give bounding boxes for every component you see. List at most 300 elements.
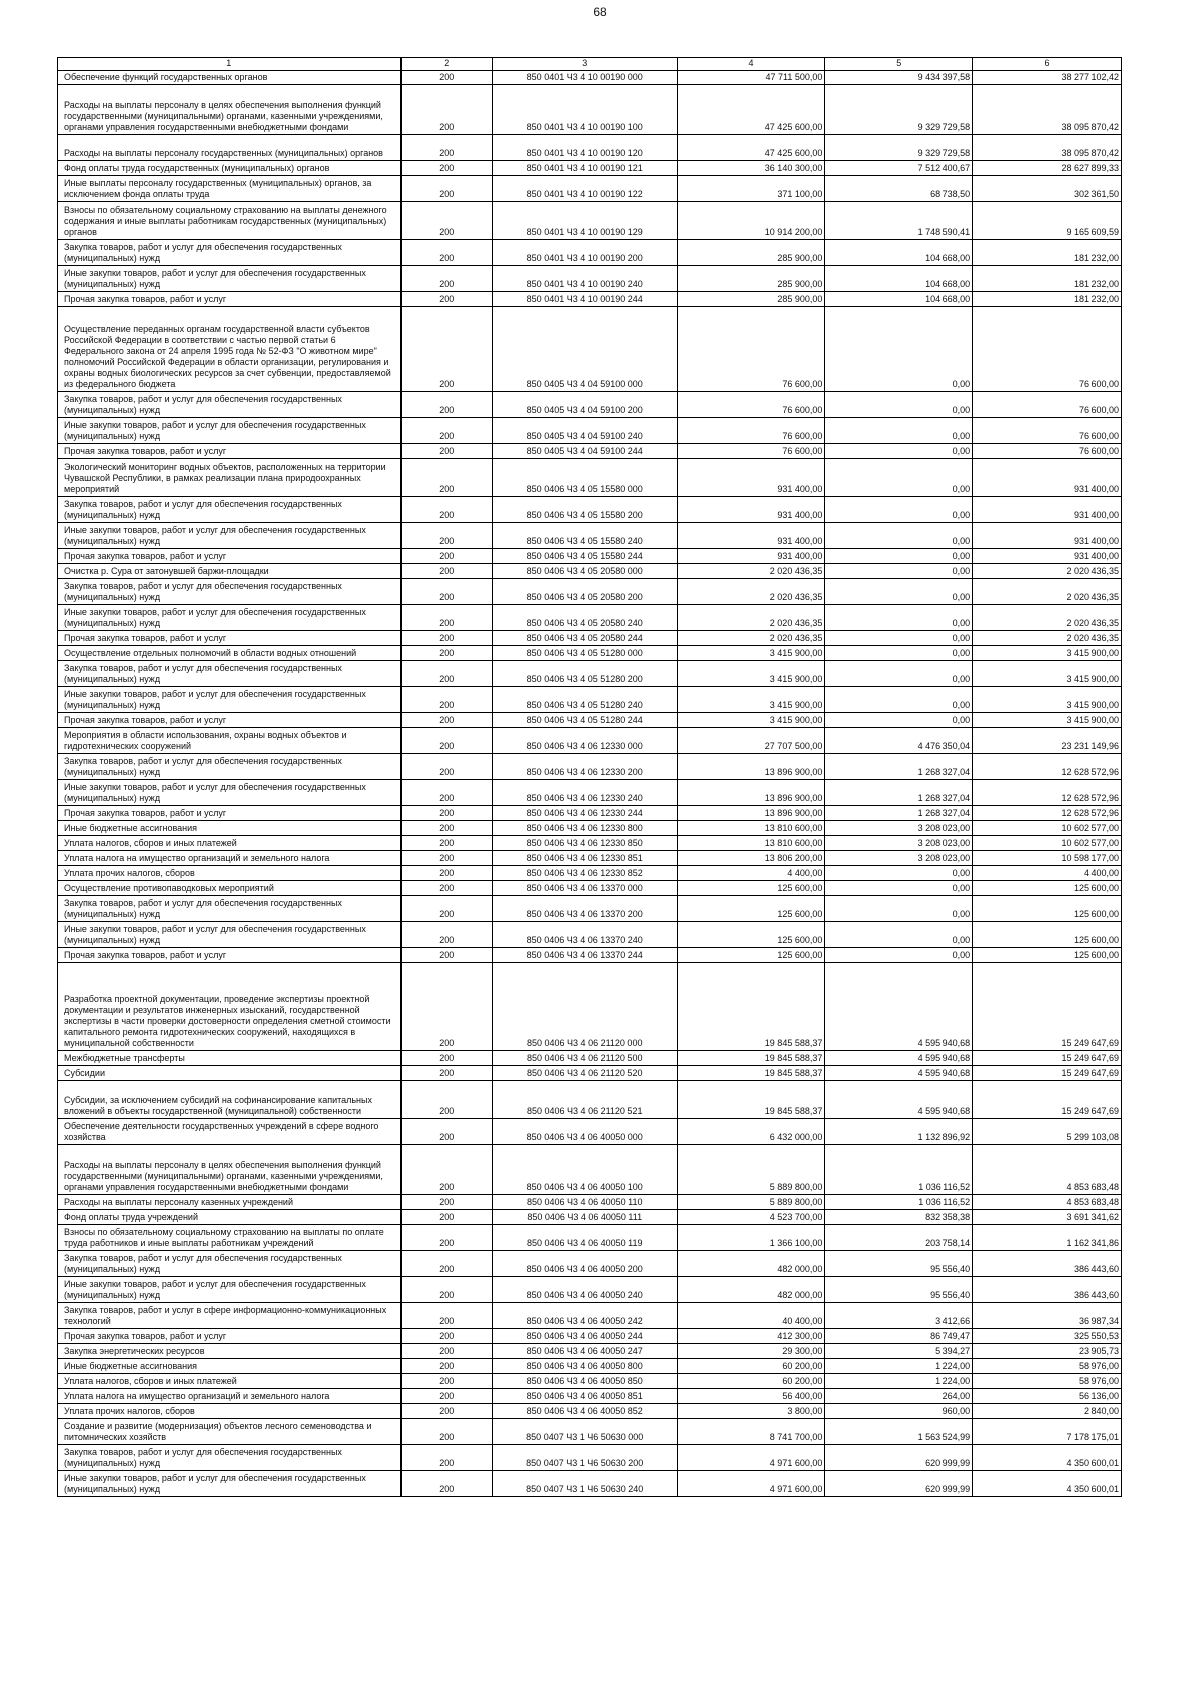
row-executed-cell: 1 224,00 (825, 1374, 973, 1389)
row-planned-cell: 371 100,00 (677, 176, 825, 202)
row-planned-cell: 36 140 300,00 (677, 161, 825, 176)
table-row (58, 836, 1122, 851)
table-row (58, 1445, 1122, 1471)
row-executed-cell: 104 668,00 (825, 266, 973, 292)
row-line-code-cell: 200 (401, 392, 493, 418)
row-name-cell: Закупка товаров, работ и услуг для обеспечения государственных (муниципальных) нужд (58, 497, 401, 523)
row-unexecuted-cell: 76 600,00 (973, 418, 1122, 444)
row-planned-cell: 13 896 900,00 (677, 754, 825, 780)
row-executed-cell: 264,00 (825, 1389, 973, 1404)
row-name-cell: Прочая закупка товаров, работ и услуг (58, 444, 401, 459)
row-executed-cell: 104 668,00 (825, 292, 973, 307)
row-planned-cell: 2 020 436,35 (677, 631, 825, 646)
row-budget-code-cell: 850 0401 Ч3 4 10 00190 100 (492, 85, 677, 135)
row-planned-cell: 47 425 600,00 (677, 135, 825, 161)
row-line-code-cell: 200 (401, 605, 493, 631)
table-row (58, 1145, 1122, 1195)
table-row (58, 579, 1122, 605)
row-executed-cell: 832 358,38 (825, 1210, 973, 1225)
row-name-cell: Фонд оплаты труда государственных (муниципальных) органов (58, 161, 401, 176)
row-line-code-cell: 200 (401, 713, 493, 728)
row-unexecuted-cell: 3 415 900,00 (973, 687, 1122, 713)
row-budget-code-cell: 850 0406 Ч3 4 06 40050 852 (492, 1404, 677, 1419)
row-name-cell: Взносы по обязательному социальному страхованию на выплаты по оплате труда работников и иные выплаты работникам учреждений (58, 1225, 401, 1251)
table-row (58, 1066, 1122, 1081)
row-unexecuted-cell: 931 400,00 (973, 459, 1122, 497)
row-planned-cell: 19 845 588,37 (677, 1051, 825, 1066)
row-unexecuted-cell: 1 162 341,86 (973, 1225, 1122, 1251)
table-row (58, 661, 1122, 687)
row-unexecuted-cell: 12 628 572,96 (973, 754, 1122, 780)
table-row (58, 1359, 1122, 1374)
row-executed-cell: 104 668,00 (825, 240, 973, 266)
row-line-code-cell: 200 (401, 523, 493, 549)
row-planned-cell: 931 400,00 (677, 549, 825, 564)
row-name-cell: Прочая закупка товаров, работ и услуг (58, 948, 401, 963)
row-unexecuted-cell: 58 976,00 (973, 1359, 1122, 1374)
row-line-code-cell: 200 (401, 1066, 493, 1081)
row-unexecuted-cell: 12 628 572,96 (973, 806, 1122, 821)
row-planned-cell: 8 741 700,00 (677, 1419, 825, 1445)
row-unexecuted-cell: 125 600,00 (973, 922, 1122, 948)
table-row (58, 1471, 1122, 1497)
row-planned-cell: 3 800,00 (677, 1404, 825, 1419)
table-row (58, 497, 1122, 523)
row-line-code-cell: 200 (401, 1359, 493, 1374)
table-row (58, 605, 1122, 631)
row-executed-cell: 1 132 896,92 (825, 1119, 973, 1145)
row-planned-cell: 4 971 600,00 (677, 1471, 825, 1497)
row-planned-cell: 10 914 200,00 (677, 202, 825, 240)
row-budget-code-cell: 850 0406 Ч3 4 06 40050 110 (492, 1195, 677, 1210)
row-planned-cell: 2 020 436,35 (677, 605, 825, 631)
row-planned-cell: 3 415 900,00 (677, 687, 825, 713)
row-budget-code-cell: 850 0406 Ч3 4 05 20580 200 (492, 579, 677, 605)
row-budget-code-cell: 850 0406 Ч3 4 06 12330 244 (492, 806, 677, 821)
row-budget-code-cell: 850 0406 Ч3 4 06 12330 800 (492, 821, 677, 836)
row-planned-cell: 125 600,00 (677, 922, 825, 948)
row-unexecuted-cell: 2 020 436,35 (973, 579, 1122, 605)
table-row (58, 948, 1122, 963)
table-row (58, 307, 1122, 392)
row-budget-code-cell: 850 0401 Ч3 4 10 00190 000 (492, 71, 677, 85)
row-name-cell: Разработка проектной документации, проведение экспертизы проектной документации и результатов инженерных изысканий, государственной экспертизы в части проверки достоверности определения сметной стоимости капитального ремонта гидротехнических сооружений, находящихся в муниципальной собственности (58, 963, 401, 1051)
row-name-cell: Уплата налогов, сборов и иных платежей (58, 836, 401, 851)
row-budget-code-cell: 850 0406 Ч3 4 06 21120 000 (492, 963, 677, 1051)
row-line-code-cell: 200 (401, 1445, 493, 1471)
row-executed-cell: 4 595 940,68 (825, 1081, 973, 1119)
row-executed-cell: 5 394,27 (825, 1344, 973, 1359)
row-planned-cell: 13 896 900,00 (677, 806, 825, 821)
table-row (58, 444, 1122, 459)
row-line-code-cell: 200 (401, 1225, 493, 1251)
table-row (58, 202, 1122, 240)
table-row (58, 85, 1122, 135)
table-row (58, 866, 1122, 881)
row-planned-cell: 482 000,00 (677, 1277, 825, 1303)
row-executed-cell: 620 999,99 (825, 1445, 973, 1471)
table-body (58, 71, 1122, 1497)
row-name-cell: Создание и развитие (модернизация) объектов лесного семеноводства и питомнических хозяйств (58, 1419, 401, 1445)
row-unexecuted-cell: 2 020 436,35 (973, 631, 1122, 646)
row-budget-code-cell: 850 0401 Ч3 4 10 00190 200 (492, 240, 677, 266)
row-line-code-cell: 200 (401, 307, 493, 392)
row-executed-cell: 0,00 (825, 922, 973, 948)
row-executed-cell: 960,00 (825, 1404, 973, 1419)
row-planned-cell: 285 900,00 (677, 266, 825, 292)
row-budget-code-cell: 850 0406 Ч3 4 06 21120 520 (492, 1066, 677, 1081)
table-row (58, 135, 1122, 161)
row-executed-cell: 0,00 (825, 948, 973, 963)
row-unexecuted-cell: 3 415 900,00 (973, 713, 1122, 728)
row-line-code-cell: 200 (401, 1210, 493, 1225)
row-name-cell: Уплата прочих налогов, сборов (58, 1404, 401, 1419)
row-executed-cell: 0,00 (825, 523, 973, 549)
row-executed-cell: 0,00 (825, 646, 973, 661)
row-executed-cell: 0,00 (825, 307, 973, 392)
row-name-cell: Иные закупки товаров, работ и услуг для обеспечения государственных (муниципальных) нужд (58, 1277, 401, 1303)
row-name-cell: Иные выплаты персоналу государственных (муниципальных) органов, за исключением фонда оплаты труда (58, 176, 401, 202)
row-unexecuted-cell: 4 350 600,01 (973, 1471, 1122, 1497)
row-unexecuted-cell: 3 415 900,00 (973, 661, 1122, 687)
row-executed-cell: 95 556,40 (825, 1251, 973, 1277)
row-budget-code-cell: 850 0406 Ч3 4 06 40050 200 (492, 1251, 677, 1277)
row-planned-cell: 19 845 588,37 (677, 1066, 825, 1081)
row-planned-cell: 60 200,00 (677, 1359, 825, 1374)
row-planned-cell: 6 432 000,00 (677, 1119, 825, 1145)
row-name-cell: Осуществление переданных органам государственной власти субъектов Российской Федерации в соответствии с частью первой статьи 6 Федерального закона от 24 апреля 1995 года № 52-ФЗ "О животном мире" полномочий Российской Федерации в области организации, регулирования и охраны водных биологических ресурсов за счет субвенции, предоставляемой из федерального бюджета (58, 307, 401, 392)
table-row (58, 1303, 1122, 1329)
table-row (58, 1119, 1122, 1145)
row-budget-code-cell: 850 0405 Ч3 4 04 59100 200 (492, 392, 677, 418)
row-budget-code-cell: 850 0406 Ч3 4 06 12330 240 (492, 780, 677, 806)
row-budget-code-cell: 850 0406 Ч3 4 06 13370 200 (492, 896, 677, 922)
row-line-code-cell: 200 (401, 836, 493, 851)
row-unexecuted-cell: 10 602 577,00 (973, 821, 1122, 836)
row-unexecuted-cell: 23 231 149,96 (973, 728, 1122, 754)
row-name-cell: Иные закупки товаров, работ и услуг для обеспечения государственных (муниципальных) нужд (58, 687, 401, 713)
row-name-cell: Закупка энергетических ресурсов (58, 1344, 401, 1359)
row-name-cell: Иные закупки товаров, работ и услуг для обеспечения государственных (муниципальных) нужд (58, 418, 401, 444)
row-planned-cell: 4 400,00 (677, 866, 825, 881)
row-unexecuted-cell: 181 232,00 (973, 240, 1122, 266)
row-planned-cell: 13 810 600,00 (677, 836, 825, 851)
row-line-code-cell: 200 (401, 1051, 493, 1066)
row-planned-cell: 76 600,00 (677, 444, 825, 459)
row-line-code-cell: 200 (401, 459, 493, 497)
table-row (58, 1374, 1122, 1389)
budget-table (57, 57, 1122, 1497)
row-planned-cell: 482 000,00 (677, 1251, 825, 1277)
row-unexecuted-cell: 181 232,00 (973, 266, 1122, 292)
row-budget-code-cell: 850 0407 Ч3 1 Ч6 50630 240 (492, 1471, 677, 1497)
row-name-cell: Фонд оплаты труда учреждений (58, 1210, 401, 1225)
row-unexecuted-cell: 15 249 647,69 (973, 1051, 1122, 1066)
table-row (58, 1225, 1122, 1251)
row-budget-code-cell: 850 0406 Ч3 4 05 20580 240 (492, 605, 677, 631)
row-budget-code-cell: 850 0406 Ч3 4 06 40050 119 (492, 1225, 677, 1251)
row-name-cell: Закупка товаров, работ и услуг для обеспечения государственных (муниципальных) нужд (58, 661, 401, 687)
row-unexecuted-cell: 4 853 683,48 (973, 1145, 1122, 1195)
column-header: 3 (492, 58, 677, 71)
column-header: 1 (58, 58, 401, 71)
row-unexecuted-cell: 325 550,53 (973, 1329, 1122, 1344)
row-executed-cell: 620 999,99 (825, 1471, 973, 1497)
row-executed-cell: 0,00 (825, 631, 973, 646)
row-unexecuted-cell: 931 400,00 (973, 497, 1122, 523)
row-executed-cell: 1 268 327,04 (825, 780, 973, 806)
row-budget-code-cell: 850 0405 Ч3 4 04 59100 000 (492, 307, 677, 392)
row-name-cell: Экологический мониторинг водных объектов, расположенных на территории Чувашской Республики, в рамках реализации плана природоохранных мероприятий (58, 459, 401, 497)
row-unexecuted-cell: 28 627 899,33 (973, 161, 1122, 176)
row-budget-code-cell: 850 0401 Ч3 4 10 00190 244 (492, 292, 677, 307)
row-planned-cell: 76 600,00 (677, 392, 825, 418)
row-planned-cell: 76 600,00 (677, 307, 825, 392)
row-line-code-cell: 200 (401, 71, 493, 85)
row-executed-cell: 3 208 023,00 (825, 821, 973, 836)
row-budget-code-cell: 850 0406 Ч3 4 06 21120 521 (492, 1081, 677, 1119)
row-line-code-cell: 200 (401, 202, 493, 240)
row-name-cell: Расходы на выплаты персоналу в целях обеспечения выполнения функций государственными (муниципальными) органами, казенными учреждениями, органами управления государственными внебюджетными фондами (58, 1145, 401, 1195)
row-line-code-cell: 200 (401, 1277, 493, 1303)
table-row (58, 1081, 1122, 1119)
row-planned-cell: 19 845 588,37 (677, 1081, 825, 1119)
row-name-cell: Уплата прочих налогов, сборов (58, 866, 401, 881)
column-header: 6 (973, 58, 1122, 71)
table-row (58, 1210, 1122, 1225)
row-unexecuted-cell: 15 249 647,69 (973, 963, 1122, 1051)
table-row (58, 1344, 1122, 1359)
row-name-cell: Прочая закупка товаров, работ и услуг (58, 1329, 401, 1344)
row-executed-cell: 9 434 397,58 (825, 71, 973, 85)
table-row (58, 266, 1122, 292)
row-line-code-cell: 200 (401, 1419, 493, 1445)
row-budget-code-cell: 850 0406 Ч3 4 06 40050 100 (492, 1145, 677, 1195)
row-planned-cell: 5 889 800,00 (677, 1145, 825, 1195)
header-row (58, 58, 1122, 71)
row-line-code-cell: 200 (401, 176, 493, 202)
row-executed-cell: 1 268 327,04 (825, 806, 973, 821)
table-row (58, 780, 1122, 806)
row-planned-cell: 27 707 500,00 (677, 728, 825, 754)
row-line-code-cell: 200 (401, 135, 493, 161)
row-name-cell: Закупка товаров, работ и услуг для обеспечения государственных (муниципальных) нужд (58, 1251, 401, 1277)
row-line-code-cell: 200 (401, 1404, 493, 1419)
table-row (58, 176, 1122, 202)
column-header: 2 (401, 58, 493, 71)
row-unexecuted-cell: 2 020 436,35 (973, 564, 1122, 579)
row-planned-cell: 412 300,00 (677, 1329, 825, 1344)
row-line-code-cell: 200 (401, 444, 493, 459)
row-budget-code-cell: 850 0401 Ч3 4 10 00190 240 (492, 266, 677, 292)
row-executed-cell: 4 595 940,68 (825, 963, 973, 1051)
row-executed-cell: 1 268 327,04 (825, 754, 973, 780)
row-unexecuted-cell: 10 602 577,00 (973, 836, 1122, 851)
row-budget-code-cell: 850 0406 Ч3 4 05 20580 244 (492, 631, 677, 646)
table-row (58, 821, 1122, 836)
table-row (58, 713, 1122, 728)
row-line-code-cell: 200 (401, 1389, 493, 1404)
row-planned-cell: 56 400,00 (677, 1389, 825, 1404)
row-line-code-cell: 200 (401, 631, 493, 646)
row-line-code-cell: 200 (401, 821, 493, 836)
table-row (58, 161, 1122, 176)
row-name-cell: Субсидии, за исключением субсидий на софинансирование капитальных вложений в объекты государственной (муниципальной) собственности (58, 1081, 401, 1119)
row-planned-cell: 3 415 900,00 (677, 646, 825, 661)
row-executed-cell: 0,00 (825, 579, 973, 605)
row-planned-cell: 19 845 588,37 (677, 963, 825, 1051)
column-header: 5 (825, 58, 973, 71)
row-line-code-cell: 200 (401, 1374, 493, 1389)
row-budget-code-cell: 850 0401 Ч3 4 10 00190 120 (492, 135, 677, 161)
row-name-cell: Иные закупки товаров, работ и услуг для обеспечения государственных (муниципальных) нужд (58, 922, 401, 948)
row-unexecuted-cell: 10 598 177,00 (973, 851, 1122, 866)
row-line-code-cell: 200 (401, 851, 493, 866)
row-unexecuted-cell: 386 443,60 (973, 1277, 1122, 1303)
row-unexecuted-cell: 5 299 103,08 (973, 1119, 1122, 1145)
row-unexecuted-cell: 125 600,00 (973, 948, 1122, 963)
row-budget-code-cell: 850 0406 Ч3 4 05 51280 000 (492, 646, 677, 661)
row-executed-cell: 9 329 729,58 (825, 85, 973, 135)
row-line-code-cell: 200 (401, 948, 493, 963)
row-budget-code-cell: 850 0406 Ч3 4 05 20580 000 (492, 564, 677, 579)
table-row (58, 1404, 1122, 1419)
row-planned-cell: 125 600,00 (677, 948, 825, 963)
row-executed-cell: 4 595 940,68 (825, 1066, 973, 1081)
row-budget-code-cell: 850 0406 Ч3 4 06 40050 247 (492, 1344, 677, 1359)
row-line-code-cell: 200 (401, 881, 493, 896)
row-unexecuted-cell: 15 249 647,69 (973, 1081, 1122, 1119)
row-name-cell: Иные закупки товаров, работ и услуг для обеспечения государственных (муниципальных) нужд (58, 780, 401, 806)
row-budget-code-cell: 850 0401 Ч3 4 10 00190 121 (492, 161, 677, 176)
row-unexecuted-cell: 2 020 436,35 (973, 605, 1122, 631)
row-budget-code-cell: 850 0406 Ч3 4 06 40050 851 (492, 1389, 677, 1404)
row-unexecuted-cell: 302 361,50 (973, 176, 1122, 202)
row-name-cell: Уплата налога на имущество организаций и земельного налога (58, 1389, 401, 1404)
row-budget-code-cell: 850 0406 Ч3 4 06 40050 240 (492, 1277, 677, 1303)
row-executed-cell: 4 595 940,68 (825, 1051, 973, 1066)
row-planned-cell: 3 415 900,00 (677, 713, 825, 728)
row-planned-cell: 931 400,00 (677, 459, 825, 497)
row-line-code-cell: 200 (401, 661, 493, 687)
row-name-cell: Прочая закупка товаров, работ и услуг (58, 713, 401, 728)
row-line-code-cell: 200 (401, 866, 493, 881)
row-executed-cell: 4 476 350,04 (825, 728, 973, 754)
row-name-cell: Закупка товаров, работ и услуг для обеспечения государственных (муниципальных) нужд (58, 1445, 401, 1471)
row-executed-cell: 0,00 (825, 497, 973, 523)
row-name-cell: Иные бюджетные ассигнования (58, 821, 401, 836)
row-budget-code-cell: 850 0406 Ч3 4 05 15580 000 (492, 459, 677, 497)
table-row (58, 240, 1122, 266)
row-unexecuted-cell: 125 600,00 (973, 881, 1122, 896)
row-line-code-cell: 200 (401, 1329, 493, 1344)
row-executed-cell: 0,00 (825, 392, 973, 418)
row-budget-code-cell: 850 0406 Ч3 4 06 40050 000 (492, 1119, 677, 1145)
row-unexecuted-cell: 125 600,00 (973, 896, 1122, 922)
row-budget-code-cell: 850 0406 Ч3 4 06 12330 200 (492, 754, 677, 780)
table-row (58, 754, 1122, 780)
row-executed-cell: 1 224,00 (825, 1359, 973, 1374)
row-name-cell: Обеспечение деятельности государственных учреждений в сфере водного хозяйства (58, 1119, 401, 1145)
row-line-code-cell: 200 (401, 728, 493, 754)
row-line-code-cell: 200 (401, 418, 493, 444)
row-name-cell: Осуществление отдельных полномочий в области водных отношений (58, 646, 401, 661)
row-executed-cell: 0,00 (825, 661, 973, 687)
row-planned-cell: 4 523 700,00 (677, 1210, 825, 1225)
row-name-cell: Закупка товаров, работ и услуг для обеспечения государственных (муниципальных) нужд (58, 754, 401, 780)
row-name-cell: Межбюджетные трансферты (58, 1051, 401, 1066)
row-executed-cell: 0,00 (825, 687, 973, 713)
row-executed-cell: 0,00 (825, 564, 973, 579)
row-name-cell: Закупка товаров, работ и услуг в сфере информационно-коммуникационных технологий (58, 1303, 401, 1329)
row-budget-code-cell: 850 0406 Ч3 4 05 51280 240 (492, 687, 677, 713)
row-budget-code-cell: 850 0401 Ч3 4 10 00190 122 (492, 176, 677, 202)
row-planned-cell: 125 600,00 (677, 896, 825, 922)
row-name-cell: Закупка товаров, работ и услуг для обеспечения государственных (муниципальных) нужд (58, 896, 401, 922)
row-line-code-cell: 200 (401, 1081, 493, 1119)
row-budget-code-cell: 850 0406 Ч3 4 06 12330 852 (492, 866, 677, 881)
row-line-code-cell: 200 (401, 292, 493, 307)
row-name-cell: Прочая закупка товаров, работ и услуг (58, 631, 401, 646)
table-row (58, 1389, 1122, 1404)
row-line-code-cell: 200 (401, 497, 493, 523)
row-executed-cell: 0,00 (825, 549, 973, 564)
row-line-code-cell: 200 (401, 1195, 493, 1210)
row-executed-cell: 0,00 (825, 866, 973, 881)
row-planned-cell: 3 415 900,00 (677, 661, 825, 687)
row-line-code-cell: 200 (401, 754, 493, 780)
row-unexecuted-cell: 2 840,00 (973, 1404, 1122, 1419)
row-unexecuted-cell: 4 400,00 (973, 866, 1122, 881)
row-unexecuted-cell: 386 443,60 (973, 1251, 1122, 1277)
row-budget-code-cell: 850 0406 Ч3 4 05 15580 244 (492, 549, 677, 564)
row-name-cell: Осуществление противопаводковых мероприятий (58, 881, 401, 896)
row-line-code-cell: 200 (401, 85, 493, 135)
row-name-cell: Расходы на выплаты персоналу в целях обеспечения выполнения функций государственными (муниципальными) органами, казенными учреждениями, органами управления государственными внебюджетными фондами (58, 85, 401, 135)
row-executed-cell: 1 748 590,41 (825, 202, 973, 240)
row-line-code-cell: 200 (401, 266, 493, 292)
table-row (58, 687, 1122, 713)
row-budget-code-cell: 850 0406 Ч3 4 05 51280 244 (492, 713, 677, 728)
row-planned-cell: 47 711 500,00 (677, 71, 825, 85)
row-line-code-cell: 200 (401, 922, 493, 948)
row-budget-code-cell: 850 0406 Ч3 4 06 13370 244 (492, 948, 677, 963)
row-unexecuted-cell: 181 232,00 (973, 292, 1122, 307)
row-line-code-cell: 200 (401, 1119, 493, 1145)
row-line-code-cell: 200 (401, 579, 493, 605)
row-planned-cell: 13 896 900,00 (677, 780, 825, 806)
row-executed-cell: 95 556,40 (825, 1277, 973, 1303)
row-planned-cell: 4 971 600,00 (677, 1445, 825, 1471)
row-unexecuted-cell: 4 853 683,48 (973, 1195, 1122, 1210)
row-unexecuted-cell: 36 987,34 (973, 1303, 1122, 1329)
row-executed-cell: 0,00 (825, 459, 973, 497)
row-planned-cell: 285 900,00 (677, 240, 825, 266)
page-number: 68 (593, 5, 607, 19)
row-executed-cell: 0,00 (825, 713, 973, 728)
row-line-code-cell: 200 (401, 1251, 493, 1277)
row-budget-code-cell: 850 0406 Ч3 4 06 21120 500 (492, 1051, 677, 1066)
row-budget-code-cell: 850 0406 Ч3 4 06 40050 244 (492, 1329, 677, 1344)
row-line-code-cell: 200 (401, 687, 493, 713)
row-executed-cell: 0,00 (825, 881, 973, 896)
row-unexecuted-cell: 931 400,00 (973, 549, 1122, 564)
table-row (58, 418, 1122, 444)
row-name-cell: Иные закупки товаров, работ и услуг для обеспечения государственных (муниципальных) нужд (58, 523, 401, 549)
row-name-cell: Субсидии (58, 1066, 401, 1081)
row-name-cell: Мероприятия в области использования, охраны водных объектов и гидротехнических сооружений (58, 728, 401, 754)
row-line-code-cell: 200 (401, 780, 493, 806)
